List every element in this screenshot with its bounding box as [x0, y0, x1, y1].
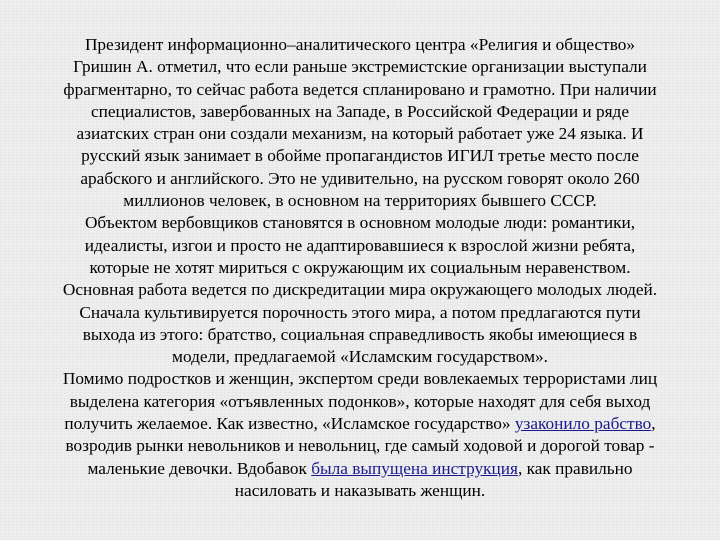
text-line: [40, 212, 680, 234]
text-segment: азиатских стран они создали механизм, на который работает уже 24 языка. И: [76, 124, 644, 144]
text-segment: которые не хотят мириться с окружающим их социальным неравенством.: [89, 257, 631, 277]
text-line: [40, 56, 680, 78]
text-line: [40, 101, 680, 123]
text-segment: Объектом вербовщиков становятся в основном молодые люди: романтики,: [84, 213, 636, 233]
text-segment: русский язык занимает в обойме пропагандистов ИГИЛ третье место после: [81, 146, 639, 166]
text-line: [40, 235, 680, 257]
text-segment: модели, предлагаемой «Исламским государством».: [172, 347, 548, 367]
text-line: [40, 458, 680, 480]
text-segment: возродив рынки невольников и невольниц, где самый ходовой и дорогой товар -: [65, 436, 655, 456]
text-line: [40, 368, 680, 390]
text-line: [40, 435, 680, 457]
text-line: [40, 190, 680, 212]
text-segment: выделена категория «отъявленных подонков», которые находят для себя выход: [69, 391, 651, 411]
text-line: [40, 34, 680, 56]
text-segment: Сначала культивируется порочность этого мира, а потом предлагаются пути: [79, 302, 641, 322]
hyperlink[interactable]: узаконило рабство: [514, 414, 652, 434]
text-segment: Гришин А. отметил, что если раньше экстремистские организации выступали: [73, 57, 647, 77]
text-segment: арабского и английского. Это не удивительно, на русском говорят около 260: [80, 168, 640, 188]
text-segment: Президент информационно–аналитического центра «Религия и общество»: [84, 35, 636, 54]
text-segment: ,: [651, 414, 656, 434]
text-segment: получить желаемое. Как известно, «Исламское государство»: [64, 414, 515, 434]
text-segment: идеалисты, изгои и просто не адаптировавшиеся к взрослой жизни ребята,: [84, 235, 636, 255]
text-line: [40, 168, 680, 190]
text-line: [40, 145, 680, 167]
text-segment: , как правильно: [517, 458, 633, 478]
text-line: [40, 279, 680, 301]
text-segment: фрагментарно, то сейчас работа ведется спланировано и грамотно. При наличии: [63, 79, 657, 99]
text-segment: Помимо подростков и женщин, экспертом среди вовлекаемых террористами лиц: [62, 369, 658, 389]
text-segment: маленькие девочки. Вдобавок: [87, 458, 312, 478]
text-segment: выхода из этого: братство, социальная справедливость якобы имеющиеся в: [82, 324, 638, 344]
text-line: [40, 391, 680, 413]
text-line: [40, 346, 680, 368]
text-line: [40, 79, 680, 101]
text-segment: насиловать и наказывать женщин.: [234, 480, 486, 500]
hyperlink[interactable]: была выпущена инструкция: [311, 458, 518, 478]
text-segment: миллионов человек, в основном на территориях бывшего СССР.: [123, 191, 597, 211]
text-line: [40, 480, 680, 502]
text-line: [40, 413, 680, 435]
text-line: [40, 324, 680, 346]
text-line: [40, 123, 680, 145]
body-text: [40, 34, 680, 502]
text-segment: специалистов, завербованных на Западе, в Российской Федерации и ряде: [90, 101, 630, 121]
text-line: [40, 302, 680, 324]
text-segment: Основная работа ведется по дискредитации мира окружающего молодых людей.: [62, 280, 658, 300]
text-line: [40, 257, 680, 279]
